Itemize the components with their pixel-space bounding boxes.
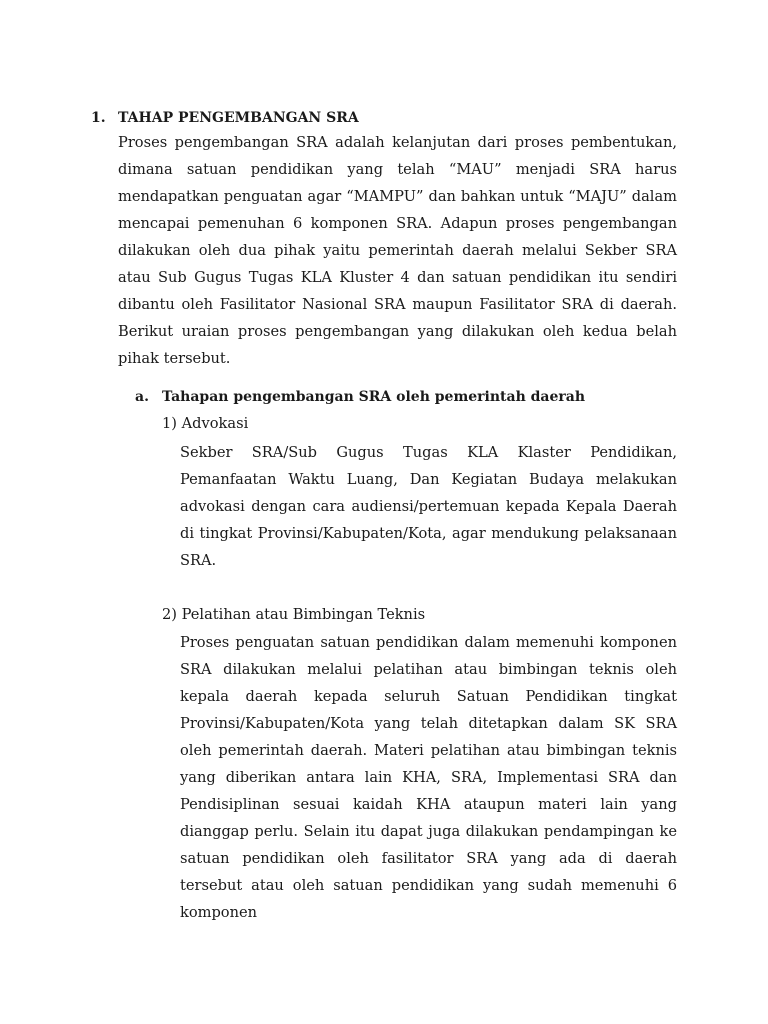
section-title: TAHAP PENGEMBANGAN SRA	[118, 110, 359, 126]
item-heading-advokasi: 1) Advokasi	[162, 415, 249, 432]
subsection-title: Tahapan pengembangan SRA oleh pemerintah daerah	[162, 389, 586, 405]
subsection-heading	[135, 386, 585, 408]
section-heading	[91, 108, 359, 128]
subsection-letter: a.	[135, 389, 149, 405]
section-intro-paragraph: Proses pengembangan SRA adalah kelanjutan dari proses pembentukan, dimana satuan pendidikan yang telah “MAU” menjadi SRA harus mendapatkan penguatan agar “MAMPU” dan bahkan untuk “MAJU” dalam mencapai pemenuhan 6 komponen SRA. Adapun proses pengembangan dilakukan oleh dua pihak yaitu pemerintah daerah melalui Sekber SRA atau Sub Gugus Tugas KLA Kluster 4 dan satuan pendidikan itu sendiri dibantu oleh Fasilitator Nasional SRA maupun Fasilitator SRA di daerah. Berikut uraian proses pengembangan yang dilakukan oleh kedua belah pihak tersebut.	[118, 134, 677, 367]
item-heading-pelatihan: 2) Pelatihan atau Bimbingan Teknis	[162, 606, 426, 623]
item-body-pelatihan: Proses penguatan satuan pendidikan dalam memenuhi komponen SRA dilakukan melalui pelatihan atau bimbingan teknis oleh kepala daerah kepada seluruh Satuan Pendidikan tingkat Provinsi/Kabupaten/Kota yang telah ditetapkan dalam SK SRA oleh pemerintah daerah. Materi pelatihan atau bimbingan teknis yang diberikan antara lain KHA, SRA, Implementasi SRA dan Pendisiplinan sesuai kaidah KHA ataupun materi lain yang dianggap perlu. Selain itu dapat juga dilakukan pendampingan ke satuan pendidikan oleh fasilitator SRA yang ada di daerah tersebut atau oleh satuan pendidikan yang sudah memenuhi 6 komponen	[180, 634, 677, 921]
section-number: 1.	[91, 110, 106, 126]
item-body-advokasi: Sekber SRA/Sub Gugus Tugas KLA Klaster Pendidikan, Pemanfaatan Waktu Luang, Dan Kegiatan Budaya melakukan advokasi dengan cara audiensi/pertemuan kepada Kepala Daerah di tingkat Provinsi/Kabupaten/Kota, agar mendukung pelaksanaan SRA.	[180, 444, 677, 569]
